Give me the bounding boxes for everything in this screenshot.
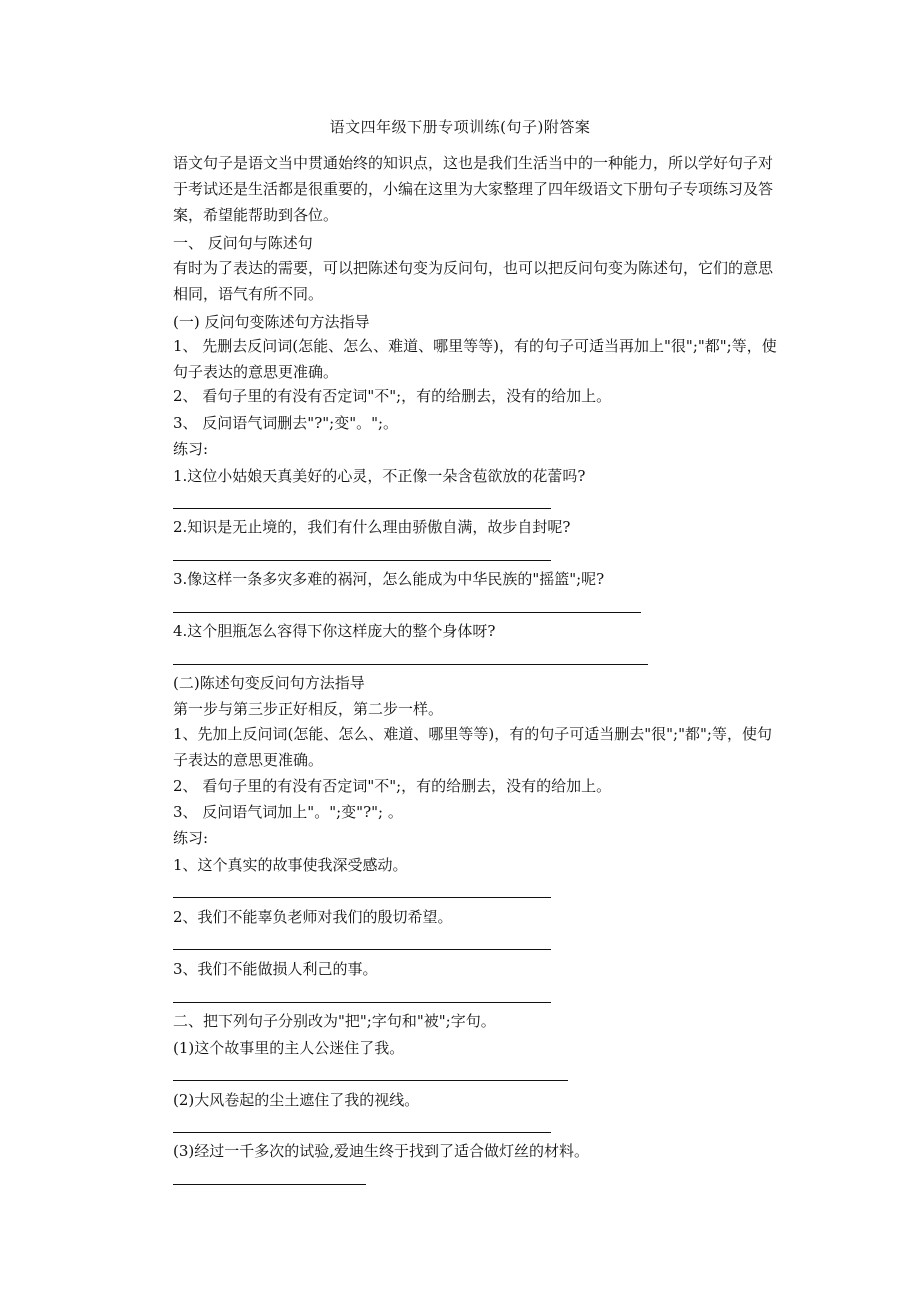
part1-heading: (一) 反问句变陈述句方法指导 — [173, 313, 370, 331]
answer-line[interactable] — [173, 897, 551, 898]
section2-exercise-3: (3)经过一千多次的试验,爱迪生终于找到了适合做灯丝的材料。 — [173, 1142, 590, 1160]
part1-step-3: 3、 反问语气词删去"?";变"。";。 — [173, 414, 399, 432]
answer-line[interactable] — [173, 949, 551, 950]
part2-note: 第一步与第三步正好相反，第二步一样。 — [173, 700, 444, 718]
part2-exercise-3: 3、我们不能做损人利己的事。 — [173, 960, 378, 978]
page-title: 语文四年级下册专项训练(句子)附答案 — [329, 118, 591, 136]
answer-line[interactable] — [173, 1132, 551, 1133]
section2-heading: 二、把下列句子分别改为"把";字句和"被";字句。 — [173, 1012, 496, 1030]
part2-practice-label: 练习: — [173, 829, 209, 847]
answer-line[interactable] — [173, 612, 641, 613]
part2-exercise-2: 2、我们不能辜负老师对我们的殷切希望。 — [173, 908, 453, 926]
answer-line[interactable] — [173, 1002, 551, 1003]
part1-exercise-1: 1.这位小姑娘天真美好的心灵，不正像一朵含苞欲放的花蕾吗? — [173, 467, 586, 485]
section1-text: 有时为了表达的需要，可以把陈述句变为反问句，也可以把反问句变为陈述句，它们的意思相同，语气有所不同。 — [173, 259, 774, 303]
section2-exercise-2: (2)大风卷起的尘土遮住了我的视线。 — [173, 1091, 420, 1109]
part1-step-1: 1、 先删去反问词(怎能、怎么、难道、哪里等等)，有的句子可适当再加上"很";"都";等，使句子表达的意思更准确。 — [173, 337, 777, 381]
part2-exercise-1: 1、这个真实的故事使我深受感动。 — [173, 856, 408, 874]
part2-step-1: 1、先加上反问词(怎能、怎么、难道、哪里等等)，有的句子可适当删去"很";"都";等，使句子表达的意思更准确。 — [173, 725, 772, 769]
answer-line[interactable] — [173, 560, 551, 561]
intro-paragraph — [173, 150, 783, 228]
part2-step-2: 2、 看句子里的有没有否定词"不";，有的给删去，没有的给加上。 — [173, 777, 612, 795]
answer-line[interactable] — [173, 508, 551, 509]
section2-exercise-1: (1)这个故事里的主人公迷住了我。 — [173, 1039, 405, 1057]
part2-heading: (二)陈述句变反问句方法指导 — [173, 674, 365, 692]
part2-step-3: 3、 反问语气词加上"。";变"?"; 。 — [173, 803, 403, 821]
section1-heading: 一、 反问句与陈述句 — [173, 234, 313, 252]
part1-practice-label: 练习: — [173, 440, 209, 458]
part1-exercise-3: 3.像这样一条多灾多难的祸河，怎么能成为中华民族的"摇篮";呢? — [173, 570, 605, 588]
answer-line[interactable] — [173, 1080, 568, 1081]
answer-line[interactable] — [173, 1184, 366, 1185]
part1-exercise-2: 2.知识是无止境的，我们有什么理由骄傲自满，故步自封呢? — [173, 518, 571, 536]
answer-line[interactable] — [173, 664, 648, 665]
part1-exercise-4: 4.这个胆瓶怎么容得下你这样庞大的整个身体呀? — [173, 622, 496, 640]
intro-text: 语文句子是语文当中贯通始终的知识点，这也是我们生活当中的一种能力，所以学好句子对于考试还是生活都是很重要的，小编在这里为大家整理了四年级语文下册句子专项练习及答案，希望能帮助到各位。 — [173, 154, 774, 224]
part1-step-2: 2、 看句子里的有没有否定词"不";，有的给删去，没有的给加上。 — [173, 387, 612, 405]
